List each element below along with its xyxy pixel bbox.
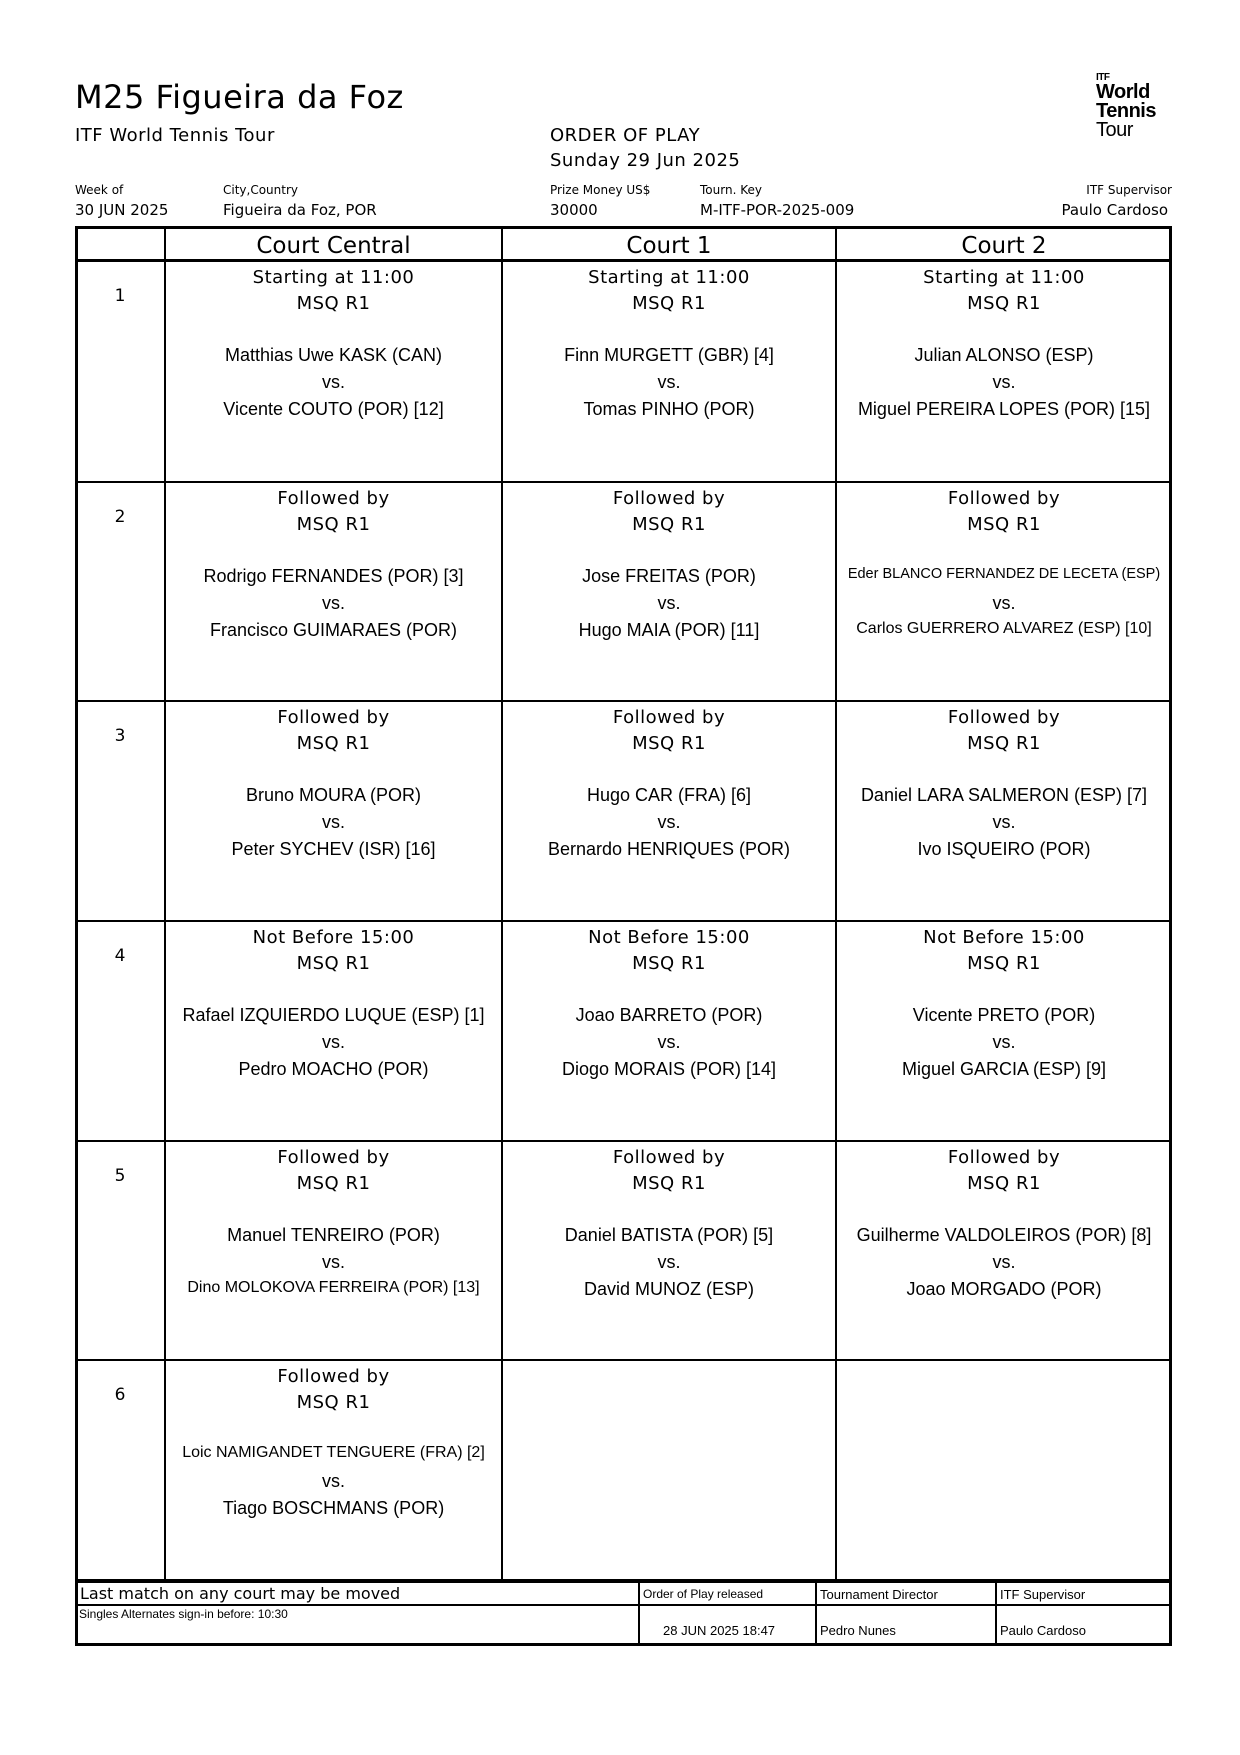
document-type: ORDER OF PLAY xyxy=(550,125,701,146)
match-number: 2 xyxy=(114,507,126,527)
divider xyxy=(995,1581,997,1646)
match-cell xyxy=(165,701,502,922)
play-date: Sunday 29 Jun 2025 xyxy=(550,150,741,171)
versus-label: vs. xyxy=(657,812,681,832)
versus-label: vs. xyxy=(992,372,1016,392)
versus-label: vs. xyxy=(992,1252,1016,1272)
match-start-time: Followed by xyxy=(277,1147,390,1168)
player-2: Tiago BOSCHMANS (POR) xyxy=(222,1498,445,1518)
week-value: 30 JUN 2025 xyxy=(75,201,169,219)
logo-tennis: Tennis xyxy=(1096,100,1156,122)
divider xyxy=(75,1643,1172,1646)
match-cell xyxy=(165,1141,502,1362)
versus-label: vs. xyxy=(321,1032,345,1052)
player-2: Miguel GARCIA (ESP) [9] xyxy=(901,1059,1107,1079)
match-round: MSQ R1 xyxy=(296,733,371,754)
divider xyxy=(638,1581,640,1646)
player-1: Daniel BATISTA (POR) [5] xyxy=(564,1225,774,1245)
versus-label: vs. xyxy=(657,372,681,392)
match-cell xyxy=(836,701,1172,922)
match-round: MSQ R1 xyxy=(967,293,1041,314)
supervisor-label: ITF Supervisor xyxy=(1086,183,1172,197)
match-cell xyxy=(502,921,836,1142)
match-start-time: Starting at 11:00 xyxy=(252,267,415,288)
match-start-time: Starting at 11:00 xyxy=(588,267,750,288)
player-2: Bernardo HENRIQUES (POR) xyxy=(547,839,791,859)
versus-label: vs. xyxy=(321,1471,345,1491)
player-2: Ivo ISQUEIRO (POR) xyxy=(917,839,1091,859)
versus-label: vs. xyxy=(321,593,345,613)
match-start-time: Followed by xyxy=(277,488,390,509)
tournament-title: M25 Figueira da Foz xyxy=(75,78,404,116)
versus-label: vs. xyxy=(321,372,345,392)
footer-supervisor-value: Paulo Cardoso xyxy=(1000,1623,1086,1638)
match-cell xyxy=(502,482,836,703)
player-1: Bruno MOURA (POR) xyxy=(245,785,422,805)
match-start-time: Followed by xyxy=(277,707,390,728)
footer-note: Last match on any court may be moved xyxy=(80,1584,401,1603)
match-round: MSQ R1 xyxy=(632,953,706,974)
director-label: Tournament Director xyxy=(820,1587,938,1602)
player-1: Loic NAMIGANDET TENGUERE (FRA) [2] xyxy=(182,1444,485,1461)
match-round: MSQ R1 xyxy=(296,293,371,314)
week-label: Week of xyxy=(75,183,124,197)
match-start-time: Followed by xyxy=(612,1147,726,1168)
prize-label: Prize Money US$ xyxy=(550,183,651,197)
match-round: MSQ R1 xyxy=(967,1173,1041,1194)
player-2: Pedro MOACHO (POR) xyxy=(238,1059,429,1079)
divider xyxy=(75,226,78,1646)
match-round: MSQ R1 xyxy=(296,953,371,974)
itf-world-tennis-tour-logo xyxy=(1096,73,1174,140)
match-round: MSQ R1 xyxy=(632,514,706,535)
logo-tour: Tour xyxy=(1096,119,1133,141)
match-round: MSQ R1 xyxy=(632,733,706,754)
player-1: Rafael IZQUIERDO LUQUE (ESP) [1] xyxy=(182,1005,485,1025)
match-round: MSQ R1 xyxy=(632,293,706,314)
versus-label: vs. xyxy=(321,1252,345,1272)
court-header: Court 2 xyxy=(961,233,1047,259)
match-round: MSQ R1 xyxy=(632,1173,706,1194)
match-start-time: Followed by xyxy=(612,488,726,509)
court-header: Court 1 xyxy=(626,233,712,259)
player-1: Matthias Uwe KASK (CAN) xyxy=(224,345,443,365)
tourn-key-value: M-ITF-POR-2025-009 xyxy=(700,201,855,219)
player-2: Hugo MAIA (POR) [11] xyxy=(578,620,760,640)
match-start-time: Not Before 15:00 xyxy=(588,927,750,948)
player-1: Jose FREITAS (POR) xyxy=(582,566,756,586)
match-cell xyxy=(502,701,836,922)
logo-itf: ITF xyxy=(1096,72,1110,83)
match-number: 5 xyxy=(114,1166,126,1186)
match-round: MSQ R1 xyxy=(296,1392,371,1413)
player-2: Diogo MORAIS (POR) [14] xyxy=(561,1059,777,1079)
match-start-time: Followed by xyxy=(612,707,726,728)
match-number: 6 xyxy=(114,1385,126,1405)
match-number: 1 xyxy=(114,286,126,306)
released-label: Order of Play released xyxy=(643,1587,764,1601)
released-value: 28 JUN 2025 18:47 xyxy=(663,1623,776,1638)
court-header: Court Central xyxy=(256,233,411,259)
match-start-time: Followed by xyxy=(947,488,1061,509)
divider xyxy=(75,1604,1172,1606)
match-round: MSQ R1 xyxy=(967,953,1041,974)
city-value: Figueira da Foz, POR xyxy=(223,201,377,219)
tour-name: ITF World Tennis Tour xyxy=(75,125,275,146)
player-2: Peter SYCHEV (ISR) [16] xyxy=(231,839,436,859)
match-start-time: Followed by xyxy=(947,707,1061,728)
versus-label: vs. xyxy=(992,812,1016,832)
tourn-key-label: Tourn. Key xyxy=(700,183,762,197)
match-cell xyxy=(165,921,502,1142)
match-round: MSQ R1 xyxy=(967,514,1041,535)
player-1: Daniel LARA SALMERON (ESP) [7] xyxy=(860,785,1148,805)
empty-match-cell xyxy=(502,1360,836,1581)
director-value: Pedro Nunes xyxy=(820,1623,896,1638)
player-2: Vicente COUTO (POR) [12] xyxy=(223,399,444,419)
supervisor-value: Paulo Cardoso xyxy=(1061,201,1168,219)
player-2: Miguel PEREIRA LOPES (POR) [15] xyxy=(857,399,1151,419)
alternates-sign-in: Singles Alternates sign-in before: 10:30 xyxy=(79,1607,288,1621)
versus-label: vs. xyxy=(657,593,681,613)
player-1: Hugo CAR (FRA) [6] xyxy=(586,785,752,805)
player-1: Eder BLANCO FERNANDEZ DE LECETA (ESP) xyxy=(847,566,1161,582)
match-number: 4 xyxy=(114,946,126,966)
versus-label: vs. xyxy=(321,812,345,832)
match-start-time: Not Before 15:00 xyxy=(923,927,1085,948)
divider xyxy=(815,1581,817,1646)
player-2: Tomas PINHO (POR) xyxy=(583,399,755,419)
player-1: Joao BARRETO (POR) xyxy=(575,1005,763,1025)
player-1: Julian ALONSO (ESP) xyxy=(914,345,1094,365)
match-cell xyxy=(502,261,836,482)
player-2: Dino MOLOKOVA FERREIRA (POR) [13] xyxy=(187,1279,480,1296)
match-start-time: Followed by xyxy=(947,1147,1061,1168)
empty-match-cell xyxy=(836,1360,1172,1581)
versus-label: vs. xyxy=(657,1032,681,1052)
player-2: Francisco GUIMARAES (POR) xyxy=(209,620,458,640)
player-2: Joao MORGADO (POR) xyxy=(906,1279,1102,1299)
schedule-table xyxy=(75,226,1172,1646)
match-cell xyxy=(836,1141,1172,1362)
city-label: City,Country xyxy=(223,183,299,197)
match-cell xyxy=(836,921,1172,1142)
player-1: Vicente PRETO (POR) xyxy=(912,1005,1096,1025)
match-cell xyxy=(836,261,1172,482)
match-start-time: Followed by xyxy=(277,1366,390,1387)
match-cell xyxy=(165,1360,502,1581)
match-round: MSQ R1 xyxy=(967,733,1041,754)
match-round: MSQ R1 xyxy=(296,514,371,535)
match-cell xyxy=(502,1141,836,1362)
match-cell xyxy=(836,482,1172,703)
player-2: David MUNOZ (ESP) xyxy=(583,1279,754,1299)
match-cell xyxy=(165,261,502,482)
player-1: Finn MURGETT (GBR) [4] xyxy=(564,345,774,365)
versus-label: vs. xyxy=(657,1252,681,1272)
player-1: Manuel TENREIRO (POR) xyxy=(227,1225,440,1245)
match-round: MSQ R1 xyxy=(296,1173,371,1194)
match-start-time: Not Before 15:00 xyxy=(252,927,415,948)
match-start-time: Starting at 11:00 xyxy=(923,267,1085,288)
match-number: 3 xyxy=(114,726,126,746)
player-1: Rodrigo FERNANDES (POR) [3] xyxy=(203,566,464,586)
prize-value: 30000 xyxy=(550,201,598,219)
logo-world: World xyxy=(1096,81,1150,103)
match-cell xyxy=(165,482,502,703)
versus-label: vs. xyxy=(992,1032,1016,1052)
player-1: Guilherme VALDOLEIROS (POR) [8] xyxy=(856,1225,1152,1245)
versus-label: vs. xyxy=(992,593,1016,613)
player-2: Carlos GUERRERO ALVAREZ (ESP) [10] xyxy=(856,620,1152,637)
footer-supervisor-label: ITF Supervisor xyxy=(1000,1587,1086,1602)
